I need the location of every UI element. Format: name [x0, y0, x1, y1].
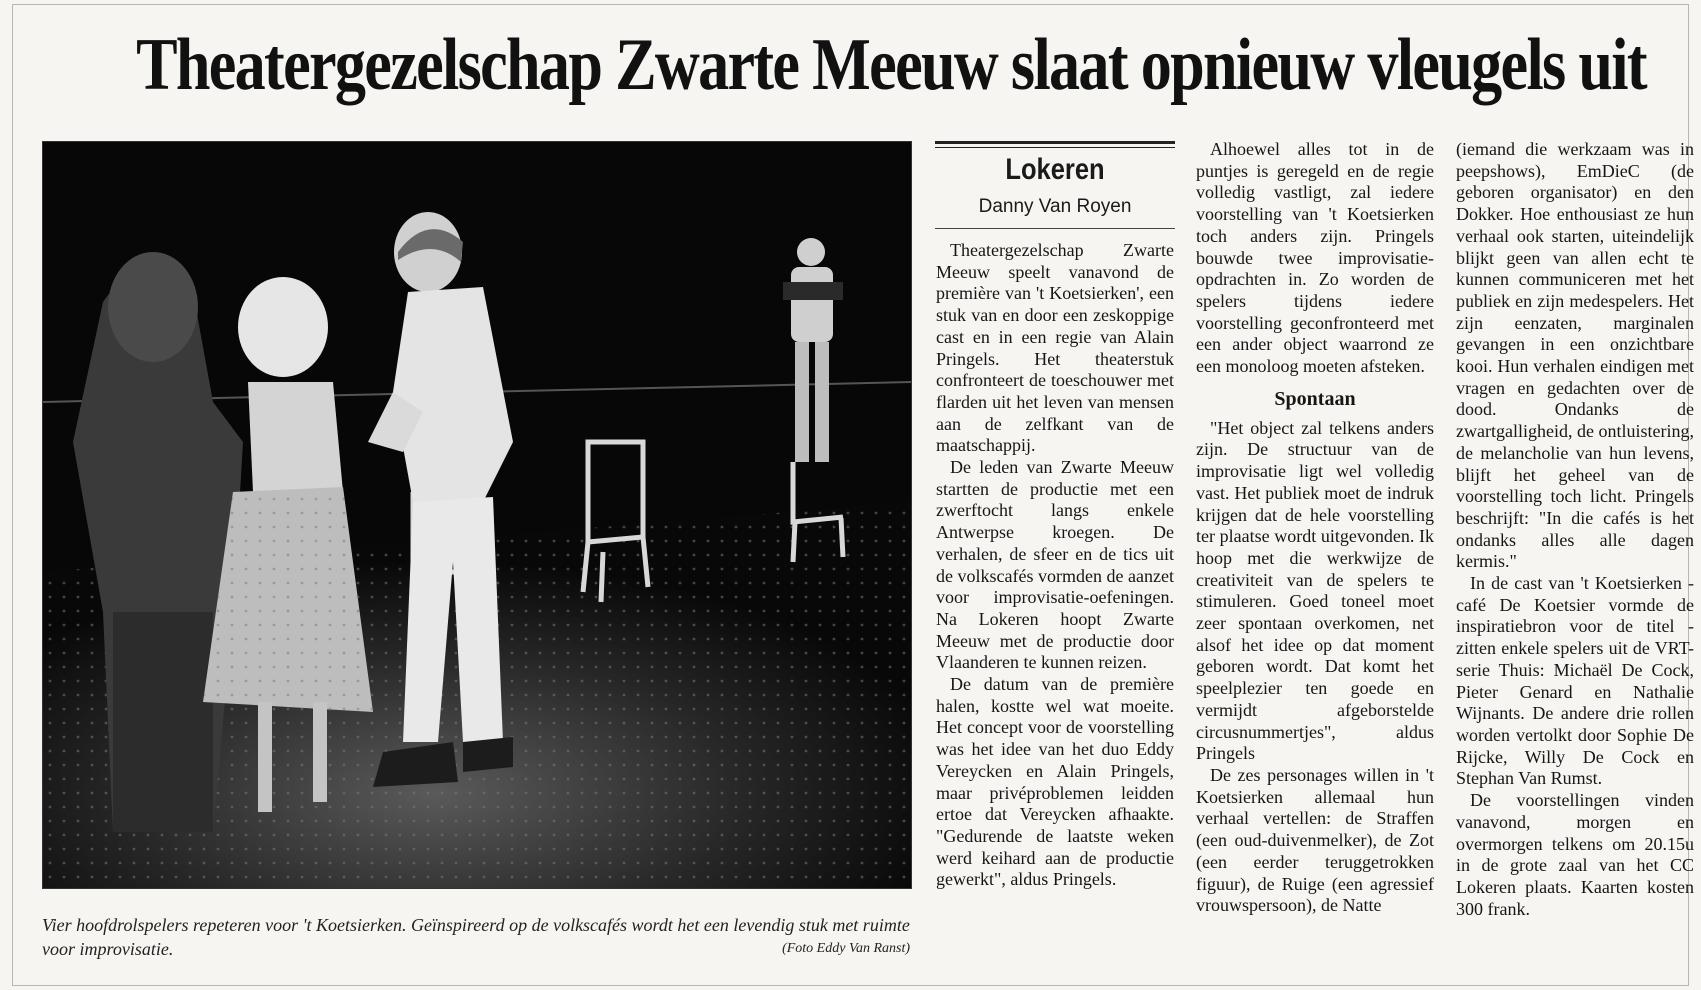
photo-credit: (Foto Eddy Van Ranst) — [782, 941, 910, 956]
paragraph: (iemand die werkzaam was in peepshows), EmDieC (de geboren organisator) en den Dokker. Hoe enthousiast ze hun verhaal ook starten, uiteindelijk blijkt geen van allen echt te kunnen communiceren met het publiek en zijn medespelers. Het zijn eenzaten, marginalen gevangen in een onzichtbare kooi. Hun verhalen eindigen met vragen en gedachten over de dood. Ondanks de zwartgalligheid, de ontluistering, de melancholie van hun levens, blijft het geheel van de voorstelling toch licht. Pringels beschrijft: "In die cafés is het ondanks alles alle dagen kermis." — [1456, 139, 1694, 572]
dateline: Lokeren — [1005, 153, 1105, 186]
stage-scene-image — [43, 142, 912, 889]
photo-caption — [42, 913, 910, 961]
paragraph: "Het object zal telkens anders zijn. De structuur van de improvisatie ligt wel volledig vast. Het publiek moet de indruk krijgen dat de hele voorstelling ter plaatse wordt uitgevonden. Ik hoop met die werkwijze de creativiteit van de spelers te stimuleren. Goed toneel moet zeer spontaan overkomen, net alsof het idee op dat moment geboren wordt. Dat komt het speelplezier ten goede en vermijdt afgeborstelde circusnummertjes", aldus Pringels — [1196, 417, 1434, 764]
article-column-2 — [1196, 139, 1434, 917]
article-column-3 — [1456, 139, 1694, 920]
paragraph: De zes personages willen in 't Koetsierken allemaal hun verhaal vertellen: de Straffen (een oud-duivenmelker), de Zot (een eerder teruggetrokken figuur), de Ruige (een agressief vrouwspersoon), de Natte — [1196, 764, 1434, 916]
paragraph: In de cast van 't Koetsierken - café De Koetsier vormde de inspiratiebron voor de titel - zitten enkele spelers uit de VRT-serie Thuis: Michaël De Cock, Pieter Genard en Nathalie Wijnants. De andere drie rollen worden vertolkt door Sophie De Rijcke, Willy De Cock en Stephan Van Rumst. — [1456, 573, 1694, 789]
paragraph: De voorstellingen vinden vanavond, morgen en overmorgen telkens om 20.15u in de grote zaal van het CC Lokeren plaats. Kaarten kosten 300 frank. — [1456, 790, 1694, 919]
paragraph: De leden van Zwarte Meeuw startten de productie met een zwerftocht langs enkele Antwerpse kroegen. De verhalen, de sfeer en de tics uit de volkscafés vormden de aanzet voor improvisatie-oefeningen. Na Lokeren hoopt Zwarte Meeuw met de productie door Vlaanderen te kunnen reizen. — [936, 457, 1174, 673]
byline-rule — [935, 228, 1175, 229]
rehearsal-photo — [42, 141, 912, 889]
paragraph: Alhoewel alles tot in de puntjes is geregeld en de regie volledig vastligt, zal iedere voorstelling van 't Koetsierken toch anders zijn. Pringels bouwde twee improvisatie-opdrachten in. Zo worden de spelers tijdens iedere voorstelling geconfronteerd met een ander object waarrond ze een monoloog moeten afsteken. — [1196, 139, 1434, 377]
byline: Danny Van Royen — [978, 196, 1132, 217]
paragraph: De datum van de première halen, kostte wel wat moeite. Het concept voor de voorstelling was het idee van het duo Eddy Vereycken en Alain Pringels, maar privéproblemen leidden ertoe dat Vereycken afhaakte. "Gedurende de laatste weken werd keihard aan de productie gewerkt", aldus Pringels. — [936, 674, 1174, 890]
header-rule-thin — [935, 147, 1175, 148]
paragraph: Theatergezelschap Zwarte Meeuw speelt vanavond de première van 't Koetsierken', een stuk van en door een zeskoppige cast en in een regie van Alain Pringels. Het theaterstuk confronteert de toeschouwer met flarden uit het leven van mensen aan de zelfkant van de maatschappij. — [936, 240, 1174, 456]
header-rule — [935, 141, 1175, 144]
article-column-1 — [936, 240, 1174, 891]
headline: Theatergezelschap Zwarte Meeuw slaat opnieuw vleugels uit — [136, 24, 1646, 106]
subheading: Spontaan — [1274, 387, 1356, 410]
caption-text: Vier hoofdrolspelers repeteren voor 't Koetsierken. Geïnspireerd op de volkscafés wordt het een levendig stuk met ruimte voor improvisatie. — [42, 915, 910, 959]
